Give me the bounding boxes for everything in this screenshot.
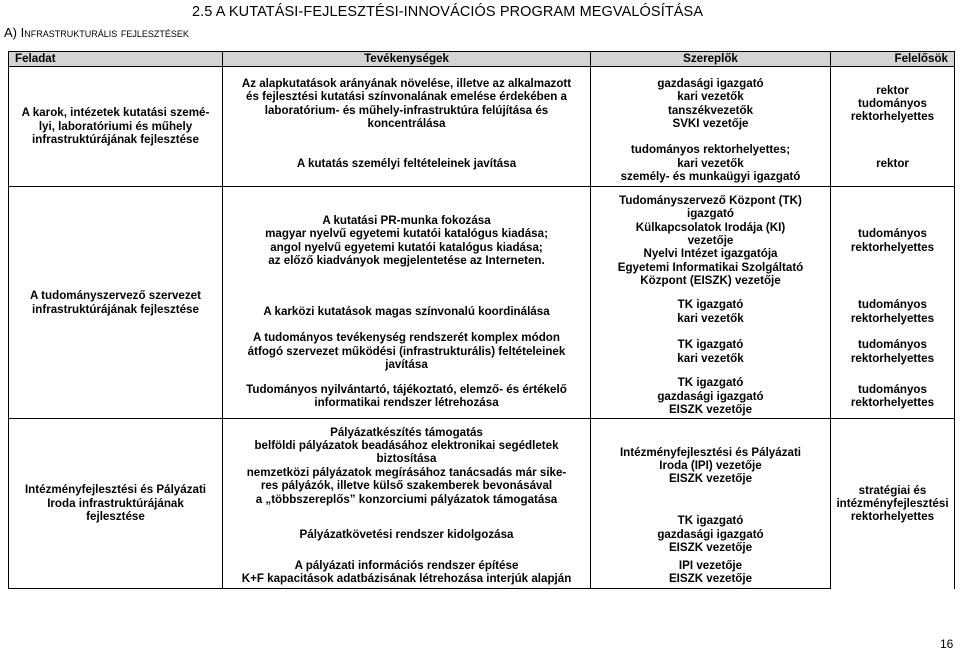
cell-line: laboratórium- és műhely-infrastruktúra felújítása és — [264, 103, 549, 117]
table-header-row — [9, 52, 955, 67]
cell-line: tudományos — [858, 298, 927, 312]
cell-line: rektorhelyettes — [850, 311, 935, 325]
cell-line: A karközi kutatások magas színvonalú koordinálása — [263, 304, 550, 318]
cell-line: EISZK vezetője — [668, 541, 753, 555]
cell-line: átfogó szervezet működési (infrastrukturális) feltételeinek — [247, 344, 566, 358]
cell-line: és fejlesztési kutatási színvonalának emelése érdekében a — [246, 90, 567, 104]
cell-line: tudományos — [858, 338, 927, 352]
cell-line: A tudományszervező szervezet — [30, 289, 201, 303]
actors-cell — [591, 419, 831, 513]
actors-cell — [591, 513, 831, 557]
responsible-cell — [831, 141, 955, 187]
cell-line: biztosítása — [376, 452, 437, 466]
cell-line: Tudományos nyilvántartó, tájékoztató, elemző- és értékelő — [246, 382, 567, 396]
cell-line: tudományos — [858, 227, 927, 241]
cell-line: tudományos — [858, 97, 927, 111]
actors-cell — [591, 187, 831, 295]
cell-line: kari vezetők — [677, 351, 744, 365]
section-heading: 2.5 A KUTATÁSI-FEJLESZTÉSI-INNOVÁCIÓS PROGRAM MEGVALÓSÍTÁSA — [192, 4, 704, 20]
cell-line: A kutatási PR-munka fokozása — [322, 213, 491, 227]
cell-line: Nyelvi Intézet igazgatója — [643, 247, 778, 261]
cell-line: tanszékvezetők — [667, 103, 754, 117]
cell-line: tudományos — [858, 382, 927, 396]
cell-line: gazdasági igazgató — [657, 389, 764, 403]
cell-line: személy- és munkaügyi igazgató — [620, 169, 801, 183]
actors-cell — [591, 67, 831, 141]
cell-line: Az alapkutatások arányának növelése, illetve az alkalmazott — [241, 76, 572, 90]
header-actors: Szereplők — [591, 52, 831, 67]
cell-line: a „többszereplős” konzorciumi pályázatok támogatása — [255, 492, 558, 506]
cell-line: rektor — [876, 83, 909, 97]
cell-line: EISZK vezetője — [668, 472, 753, 486]
cell-line: rektor — [876, 156, 909, 170]
header-responsible: Felelősök — [831, 52, 955, 67]
activity-cell — [223, 67, 591, 141]
cell-line: rektorhelyettes — [850, 240, 935, 254]
actors-cell — [591, 557, 831, 589]
table-row — [9, 67, 955, 141]
task-group — [9, 419, 955, 589]
cell-line: TK igazgató — [677, 514, 744, 528]
cell-line: kari vezetők — [677, 311, 744, 325]
responsible-cell — [831, 67, 955, 141]
actors-cell — [591, 375, 831, 419]
task-group — [9, 67, 955, 187]
cell-line: res pályázók, illetve külső szakemberek bevonásával — [260, 479, 553, 493]
responsible-cell — [831, 419, 955, 589]
header-activities: Tevékenységek — [223, 52, 591, 67]
cell-line: informatikai rendszer létrehozása — [314, 396, 499, 410]
task-cell — [9, 419, 223, 589]
cell-line: A pályázati információs rendszer építése — [294, 558, 519, 572]
responsible-cell — [831, 295, 955, 329]
cell-line: vezetője — [687, 234, 734, 248]
cell-line: intézményfejlesztési — [836, 497, 949, 511]
cell-line: rektorhelyettes — [850, 351, 935, 365]
page-number: 16 — [940, 637, 954, 651]
cell-line: kari vezetők — [677, 156, 744, 170]
cell-line: javítása — [385, 358, 428, 372]
subsection-heading — [4, 25, 189, 40]
cell-line: A kutatás személyi feltételeinek javítása — [296, 156, 517, 170]
task-cell — [9, 67, 223, 187]
subsection-title: Infrastrukturális fejlesztések — [20, 25, 189, 40]
cell-line: Intézményfejlesztési és Pályázati — [24, 483, 207, 497]
cell-line: A karok, intézetek kutatási szemé- — [21, 106, 210, 120]
cell-line: fejlesztése — [86, 510, 145, 524]
cell-line: angol nyelvű egyetemi kutatói katalógus kiadása; — [270, 240, 543, 254]
cell-line: rektorhelyettes — [850, 110, 935, 124]
program-table — [8, 51, 955, 589]
cell-line: SVKI vezetője — [672, 117, 749, 131]
cell-line: infrastruktúrájának fejlesztése — [32, 302, 199, 316]
activity-cell — [223, 329, 591, 375]
cell-line: A tudományos tevékenység rendszerét komplex módon — [253, 331, 560, 345]
cell-line: stratégiai és — [858, 483, 927, 497]
cell-line: Tudományszervező Központ (TK) — [619, 193, 802, 207]
cell-line: nemzetközi pályázatok megírásához tanácsadás már sike- — [246, 465, 567, 479]
cell-line: lyi, laboratóriumi és műhely — [38, 119, 193, 133]
subsection-letter: A) — [4, 25, 17, 40]
cell-line: rektorhelyettes — [850, 396, 935, 410]
task-cell — [9, 187, 223, 419]
actors-cell — [591, 141, 831, 187]
cell-line: tudományos rektorhelyettes; — [630, 143, 791, 157]
responsible-cell — [831, 329, 955, 375]
cell-line: Egyetemi Informatikai Szolgáltató — [617, 260, 804, 274]
header-task: Feladat — [9, 52, 223, 67]
cell-line: EISZK vezetője — [668, 572, 753, 586]
cell-line: infrastruktúrájának fejlesztése — [32, 133, 199, 147]
activity-cell — [223, 375, 591, 419]
cell-line: belföldi pályázatok beadásához elektronikai segédletek — [254, 438, 559, 452]
cell-line: IPI vezetője — [678, 558, 743, 572]
activity-cell — [223, 557, 591, 589]
cell-line: kari vezetők — [677, 90, 744, 104]
cell-line: magyar nyelvű egyetemi kutatói katalógus kiadása; — [265, 227, 548, 241]
responsible-cell — [831, 187, 955, 295]
activity-cell — [223, 419, 591, 513]
cell-line: TK igazgató — [677, 298, 744, 312]
cell-line: rektorhelyettes — [850, 510, 935, 524]
cell-line: Központ (EISZK) vezetője — [640, 274, 781, 288]
actors-cell — [591, 295, 831, 329]
cell-line: K+F kapacitások adatbázisának létrehozása interjúk alapján — [241, 572, 572, 586]
cell-line: Iroda (IPI) vezetője — [659, 459, 762, 473]
cell-line: Intézményfejlesztési és Pályázati — [619, 445, 802, 459]
cell-line: gazdasági igazgató — [657, 76, 764, 90]
cell-line: koncentrálása — [367, 117, 446, 131]
task-group — [9, 187, 955, 419]
cell-line: EISZK vezetője — [668, 402, 753, 416]
cell-line: gazdasági igazgató — [657, 527, 764, 541]
table-row — [9, 187, 955, 295]
cell-line: az előző kiadványok megjelentetése az Interneten. — [268, 254, 545, 268]
responsible-cell — [831, 375, 955, 419]
activity-cell — [223, 141, 591, 187]
activity-cell — [223, 513, 591, 557]
activity-cell — [223, 295, 591, 329]
cell-line: igazgató — [686, 207, 735, 221]
actors-cell — [591, 329, 831, 375]
cell-line: Pályázatkészítés támogatás — [330, 425, 483, 439]
activity-cell — [223, 187, 591, 295]
table-row — [9, 419, 955, 513]
cell-line: Pályázatkövetési rendszer kidolgozása — [299, 527, 514, 541]
cell-line: Külkapcsolatok Irodája (KI) — [635, 220, 786, 234]
cell-line: TK igazgató — [677, 338, 744, 352]
cell-line: Iroda infrastruktúrájának — [47, 496, 184, 510]
cell-line: TK igazgató — [677, 376, 744, 390]
